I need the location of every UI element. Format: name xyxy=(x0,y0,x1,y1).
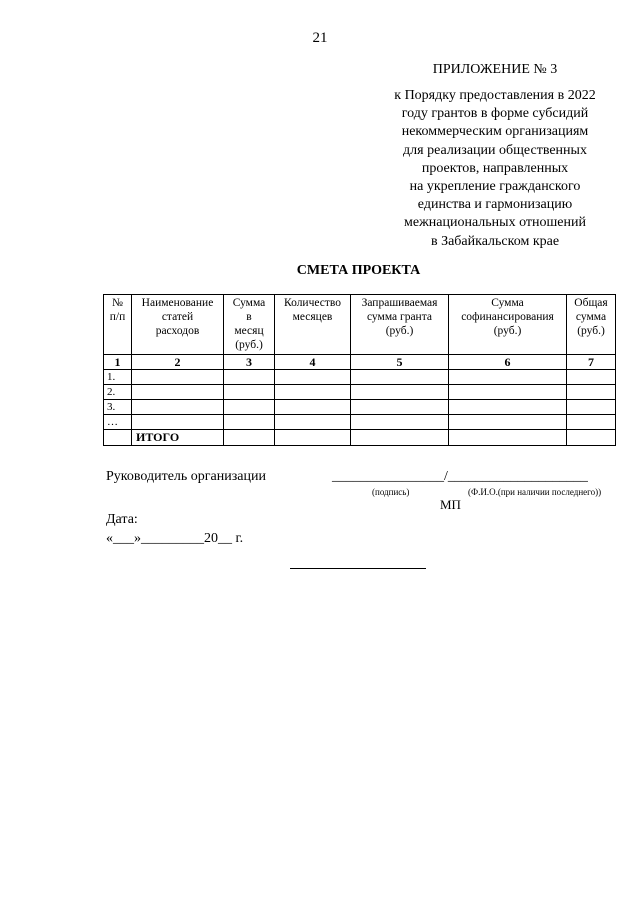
table-cell xyxy=(351,385,449,400)
signature-line: ________________/____________________ xyxy=(332,469,588,484)
table-cell xyxy=(224,415,275,430)
table-cell xyxy=(224,430,275,446)
table-cell xyxy=(567,385,616,400)
document-title: СМЕТА ПРОЕКТА xyxy=(296,263,421,278)
header-grant-sum: Запрашиваемая сумма гранта (руб.) xyxy=(351,295,449,355)
table-cell xyxy=(449,400,567,415)
column-number-row xyxy=(104,355,616,370)
column-number: 2 xyxy=(132,355,224,370)
signature-caption: (подпись) xyxy=(372,487,410,497)
appendix-line: к Порядку предоставления в 2022 xyxy=(394,88,596,103)
table-header-row xyxy=(104,295,616,355)
total-row xyxy=(104,430,616,446)
appendix-line: межнациональных отношений xyxy=(404,215,586,231)
column-number: 7 xyxy=(567,355,616,370)
table-cell xyxy=(567,400,616,415)
appendix-line: для реализации общественных xyxy=(403,142,587,158)
table-cell xyxy=(351,430,449,446)
appendix-line: году грантов в форме субсидий xyxy=(401,106,589,122)
table-row xyxy=(104,400,616,415)
estimate-table xyxy=(103,294,616,446)
date-label: Дата: xyxy=(106,512,138,527)
table-cell xyxy=(132,370,224,385)
table-cell xyxy=(275,430,351,446)
seal-label: МП xyxy=(440,497,461,512)
row-index: 2. xyxy=(104,385,132,400)
table-cell xyxy=(567,430,616,446)
header-item-name: Наименование статей расходов xyxy=(132,295,224,355)
table-cell xyxy=(351,415,449,430)
table-cell xyxy=(567,415,616,430)
table-cell xyxy=(275,385,351,400)
table-cell xyxy=(275,415,351,430)
appendix-text xyxy=(370,87,620,251)
appendix-line: проектов, направленных xyxy=(421,160,569,176)
column-number: 6 xyxy=(449,355,567,370)
table-row xyxy=(104,370,616,385)
row-index: 3. xyxy=(104,400,132,415)
head-of-organization-label: Руководитель организации xyxy=(106,469,266,484)
column-number: 5 xyxy=(351,355,449,370)
appendix-line: в Забайкальском крае xyxy=(430,233,560,249)
header-cofinancing-sum: Сумма софинансирования (руб.) xyxy=(449,295,567,355)
table-cell xyxy=(567,370,616,385)
column-number: 1 xyxy=(104,355,132,370)
row-index: 1. xyxy=(104,370,132,385)
end-divider xyxy=(290,568,426,569)
date-field: «___»_________20__ г. xyxy=(106,531,244,546)
table-cell xyxy=(449,370,567,385)
table-cell xyxy=(449,385,567,400)
header-months: Количество месяцев xyxy=(275,295,351,355)
table-cell xyxy=(132,415,224,430)
appendix-line: на укрепление гражданского xyxy=(409,179,581,195)
table-cell xyxy=(132,385,224,400)
row-index: … xyxy=(104,415,132,430)
table-cell xyxy=(224,370,275,385)
table-cell xyxy=(224,400,275,415)
header-number: № п/п xyxy=(104,295,132,355)
appendix-title: ПРИЛОЖЕНИЕ № 3 xyxy=(432,62,558,77)
table-row xyxy=(104,385,616,400)
appendix-line: некоммерческим организациям xyxy=(401,124,589,140)
table-cell xyxy=(351,370,449,385)
column-number: 4 xyxy=(275,355,351,370)
header-monthly-sum: Сумма в месяц (руб.) xyxy=(224,295,275,355)
name-caption: (Ф.И.О.(при наличии последнего)) xyxy=(468,487,602,497)
total-label: ИТОГО xyxy=(132,430,224,446)
table-cell xyxy=(449,415,567,430)
appendix-line: единства и гармонизацию xyxy=(417,197,573,213)
table-cell xyxy=(104,430,132,446)
table-cell xyxy=(275,400,351,415)
column-number: 3 xyxy=(224,355,275,370)
table-row xyxy=(104,415,616,430)
table-cell xyxy=(224,385,275,400)
table-cell xyxy=(351,400,449,415)
page-number: 21 xyxy=(312,30,328,46)
table-cell xyxy=(275,370,351,385)
header-total-sum: Общая сумма (руб.) xyxy=(567,295,616,355)
table-cell xyxy=(449,430,567,446)
table-cell xyxy=(132,400,224,415)
